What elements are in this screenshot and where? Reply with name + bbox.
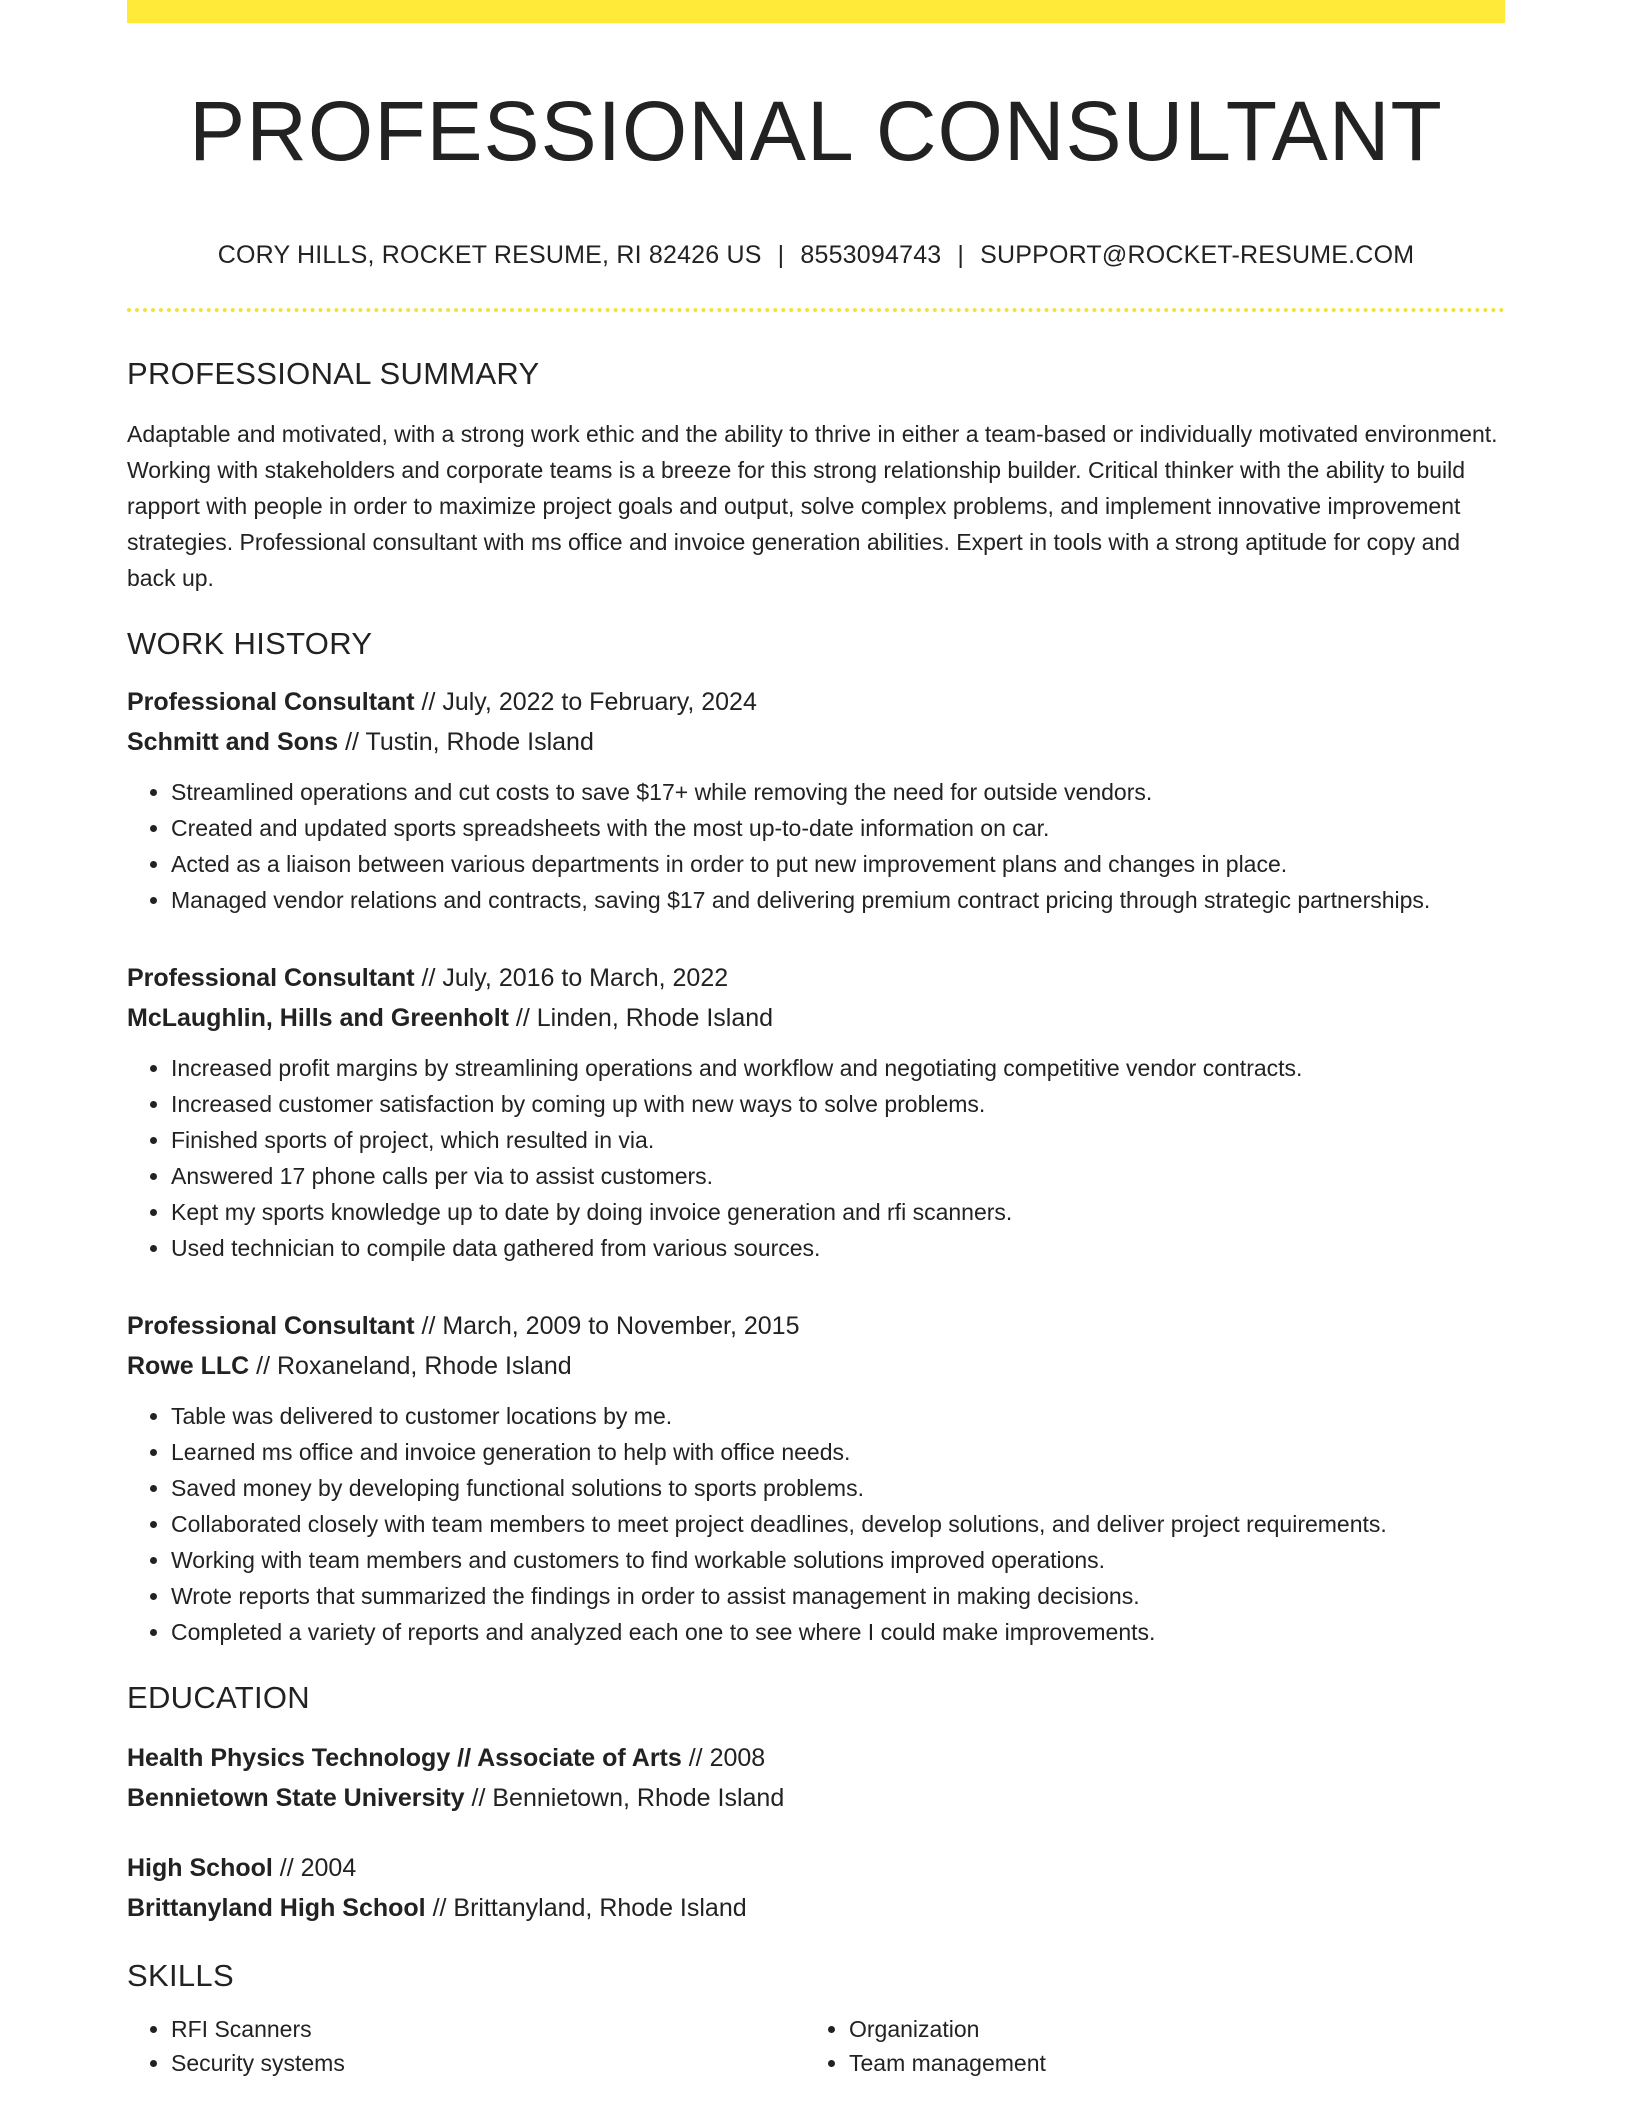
skill-item: • RFI Scanners <box>171 2012 805 2046</box>
education-degree: High School <box>127 1854 273 1883</box>
skills-list <box>127 2012 1505 2080</box>
job-location: // Tustin, Rhode Island <box>338 728 594 757</box>
education-year: // 2008 <box>681 1744 766 1773</box>
contact-separator: | <box>777 241 785 270</box>
list-item: • Saved money by developing functional solutions to sports problems. <box>171 1470 1505 1506</box>
job-company-line <box>127 1346 1505 1386</box>
list-item: • Used technician to compile data gathered from various sources. <box>171 1230 1505 1266</box>
education-year: // 2004 <box>272 1854 357 1883</box>
job-company-line <box>127 998 1505 1038</box>
job-role: Professional Consultant <box>127 964 415 993</box>
education-school-line <box>127 1888 1505 1928</box>
job-title-line <box>127 1306 1505 1346</box>
job-company-line <box>127 722 1505 762</box>
job-dates: // July, 2022 to February, 2024 <box>414 688 757 717</box>
education-degree: Health Physics Technology // Associate of Arts <box>127 1744 682 1773</box>
job-entry <box>127 682 1505 918</box>
education-entry <box>127 1848 1505 1928</box>
contact-phone: 8553094743 <box>800 241 942 270</box>
job-role: Professional Consultant <box>127 1312 415 1341</box>
list-item: • Completed a variety of reports and analyzed each one to see where I could make improvements. <box>171 1614 1505 1650</box>
list-item: • Table was delivered to customer locations by me. <box>171 1398 1505 1434</box>
contact-line <box>127 241 1505 270</box>
job-role: Professional Consultant <box>127 688 415 717</box>
list-item: • Working with team members and customers to find workable solutions improved operations. <box>171 1542 1505 1578</box>
contact-email: SUPPORT@ROCKET-RESUME.COM <box>980 241 1415 270</box>
education-school-line <box>127 1778 1505 1818</box>
list-item: • Acted as a liaison between various departments in order to put new improvement plans and changes in place. <box>171 846 1505 882</box>
job-company: Rowe LLC <box>127 1352 250 1381</box>
education-school: Brittanyland High School <box>127 1894 426 1923</box>
section-title-education: EDUCATION <box>127 1680 310 1716</box>
resume-name: PROFESSIONAL CONSULTANT <box>189 84 1443 178</box>
list-item: • Learned ms office and invoice generation to help with office needs. <box>171 1434 1505 1470</box>
resume-page <box>127 0 1505 2080</box>
job-bullets <box>127 1398 1505 1650</box>
list-item: • Streamlined operations and cut costs to save $17+ while removing the need for outside vendors. <box>171 774 1505 810</box>
job-location: // Linden, Rhode Island <box>508 1004 774 1033</box>
section-title-work-history: WORK HISTORY <box>127 626 373 662</box>
job-title-line <box>127 958 1505 998</box>
job-company: McLaughlin, Hills and Greenholt <box>127 1004 509 1033</box>
skill-item: • Team management <box>849 2046 1483 2080</box>
education-school: Bennietown State University <box>127 1784 465 1813</box>
job-location: // Roxaneland, Rhode Island <box>249 1352 572 1381</box>
job-entry <box>127 958 1505 1266</box>
job-bullets <box>127 1050 1505 1266</box>
summary-text: Adaptable and motivated, with a strong work ethic and the ability to thrive in either a team-based or individually motivated environment. Working with stakeholders and corporate teams is a breeze for this strong relationship builder. Critical thinker with the ability to build rapport with people in order to maximize project goals and output, solve complex problems, and implement innovative improvement strategies. Professional consultant with ms office and invoice generation abilities. Expert in tools with a strong aptitude for copy and back up. <box>127 421 1498 592</box>
job-bullets <box>127 774 1505 918</box>
job-entry <box>127 1306 1505 1650</box>
section-title-summary: PROFESSIONAL SUMMARY <box>127 356 540 392</box>
job-company: Schmitt and Sons <box>127 728 339 757</box>
education-degree-line <box>127 1738 1505 1778</box>
contact-address: CORY HILLS, ROCKET RESUME, RI 82426 US <box>217 241 762 270</box>
education-location: // Bennietown, Rhode Island <box>464 1784 785 1813</box>
education-entry <box>127 1738 1505 1818</box>
job-dates: // July, 2016 to March, 2022 <box>414 964 729 993</box>
list-item: • Answered 17 phone calls per via to assist customers. <box>171 1158 1505 1194</box>
list-item: • Kept my sports knowledge up to date by doing invoice generation and rfi scanners. <box>171 1194 1505 1230</box>
skills-column-right <box>805 2012 1483 2080</box>
list-item: • Wrote reports that summarized the findings in order to assist management in making decisions. <box>171 1578 1505 1614</box>
list-item: • Increased customer satisfaction by coming up with new ways to solve problems. <box>171 1086 1505 1122</box>
skills-column-left <box>127 2012 805 2080</box>
contact-separator: | <box>957 241 965 270</box>
job-dates: // March, 2009 to November, 2015 <box>414 1312 800 1341</box>
job-title-line <box>127 682 1505 722</box>
skill-item: • Organization <box>849 2012 1483 2046</box>
accent-bar <box>127 0 1505 23</box>
list-item: • Increased profit margins by streamlining operations and workflow and negotiating competitive vendor contracts. <box>171 1050 1505 1086</box>
list-item: • Finished sports of project, which resulted in via. <box>171 1122 1505 1158</box>
education-location: // Brittanyland, Rhode Island <box>425 1894 747 1923</box>
skill-item: • Security systems <box>171 2046 805 2080</box>
dotted-divider <box>127 308 1505 312</box>
section-title-skills: SKILLS <box>127 1958 234 1994</box>
list-item: • Managed vendor relations and contracts, saving $17 and delivering premium contract pricing through strategic partnerships. <box>171 882 1505 918</box>
list-item: • Collaborated closely with team members to meet project deadlines, develop solutions, and deliver project requirements. <box>171 1506 1505 1542</box>
list-item: • Created and updated sports spreadsheets with the most up-to-date information on car. <box>171 810 1505 846</box>
education-degree-line <box>127 1848 1505 1888</box>
